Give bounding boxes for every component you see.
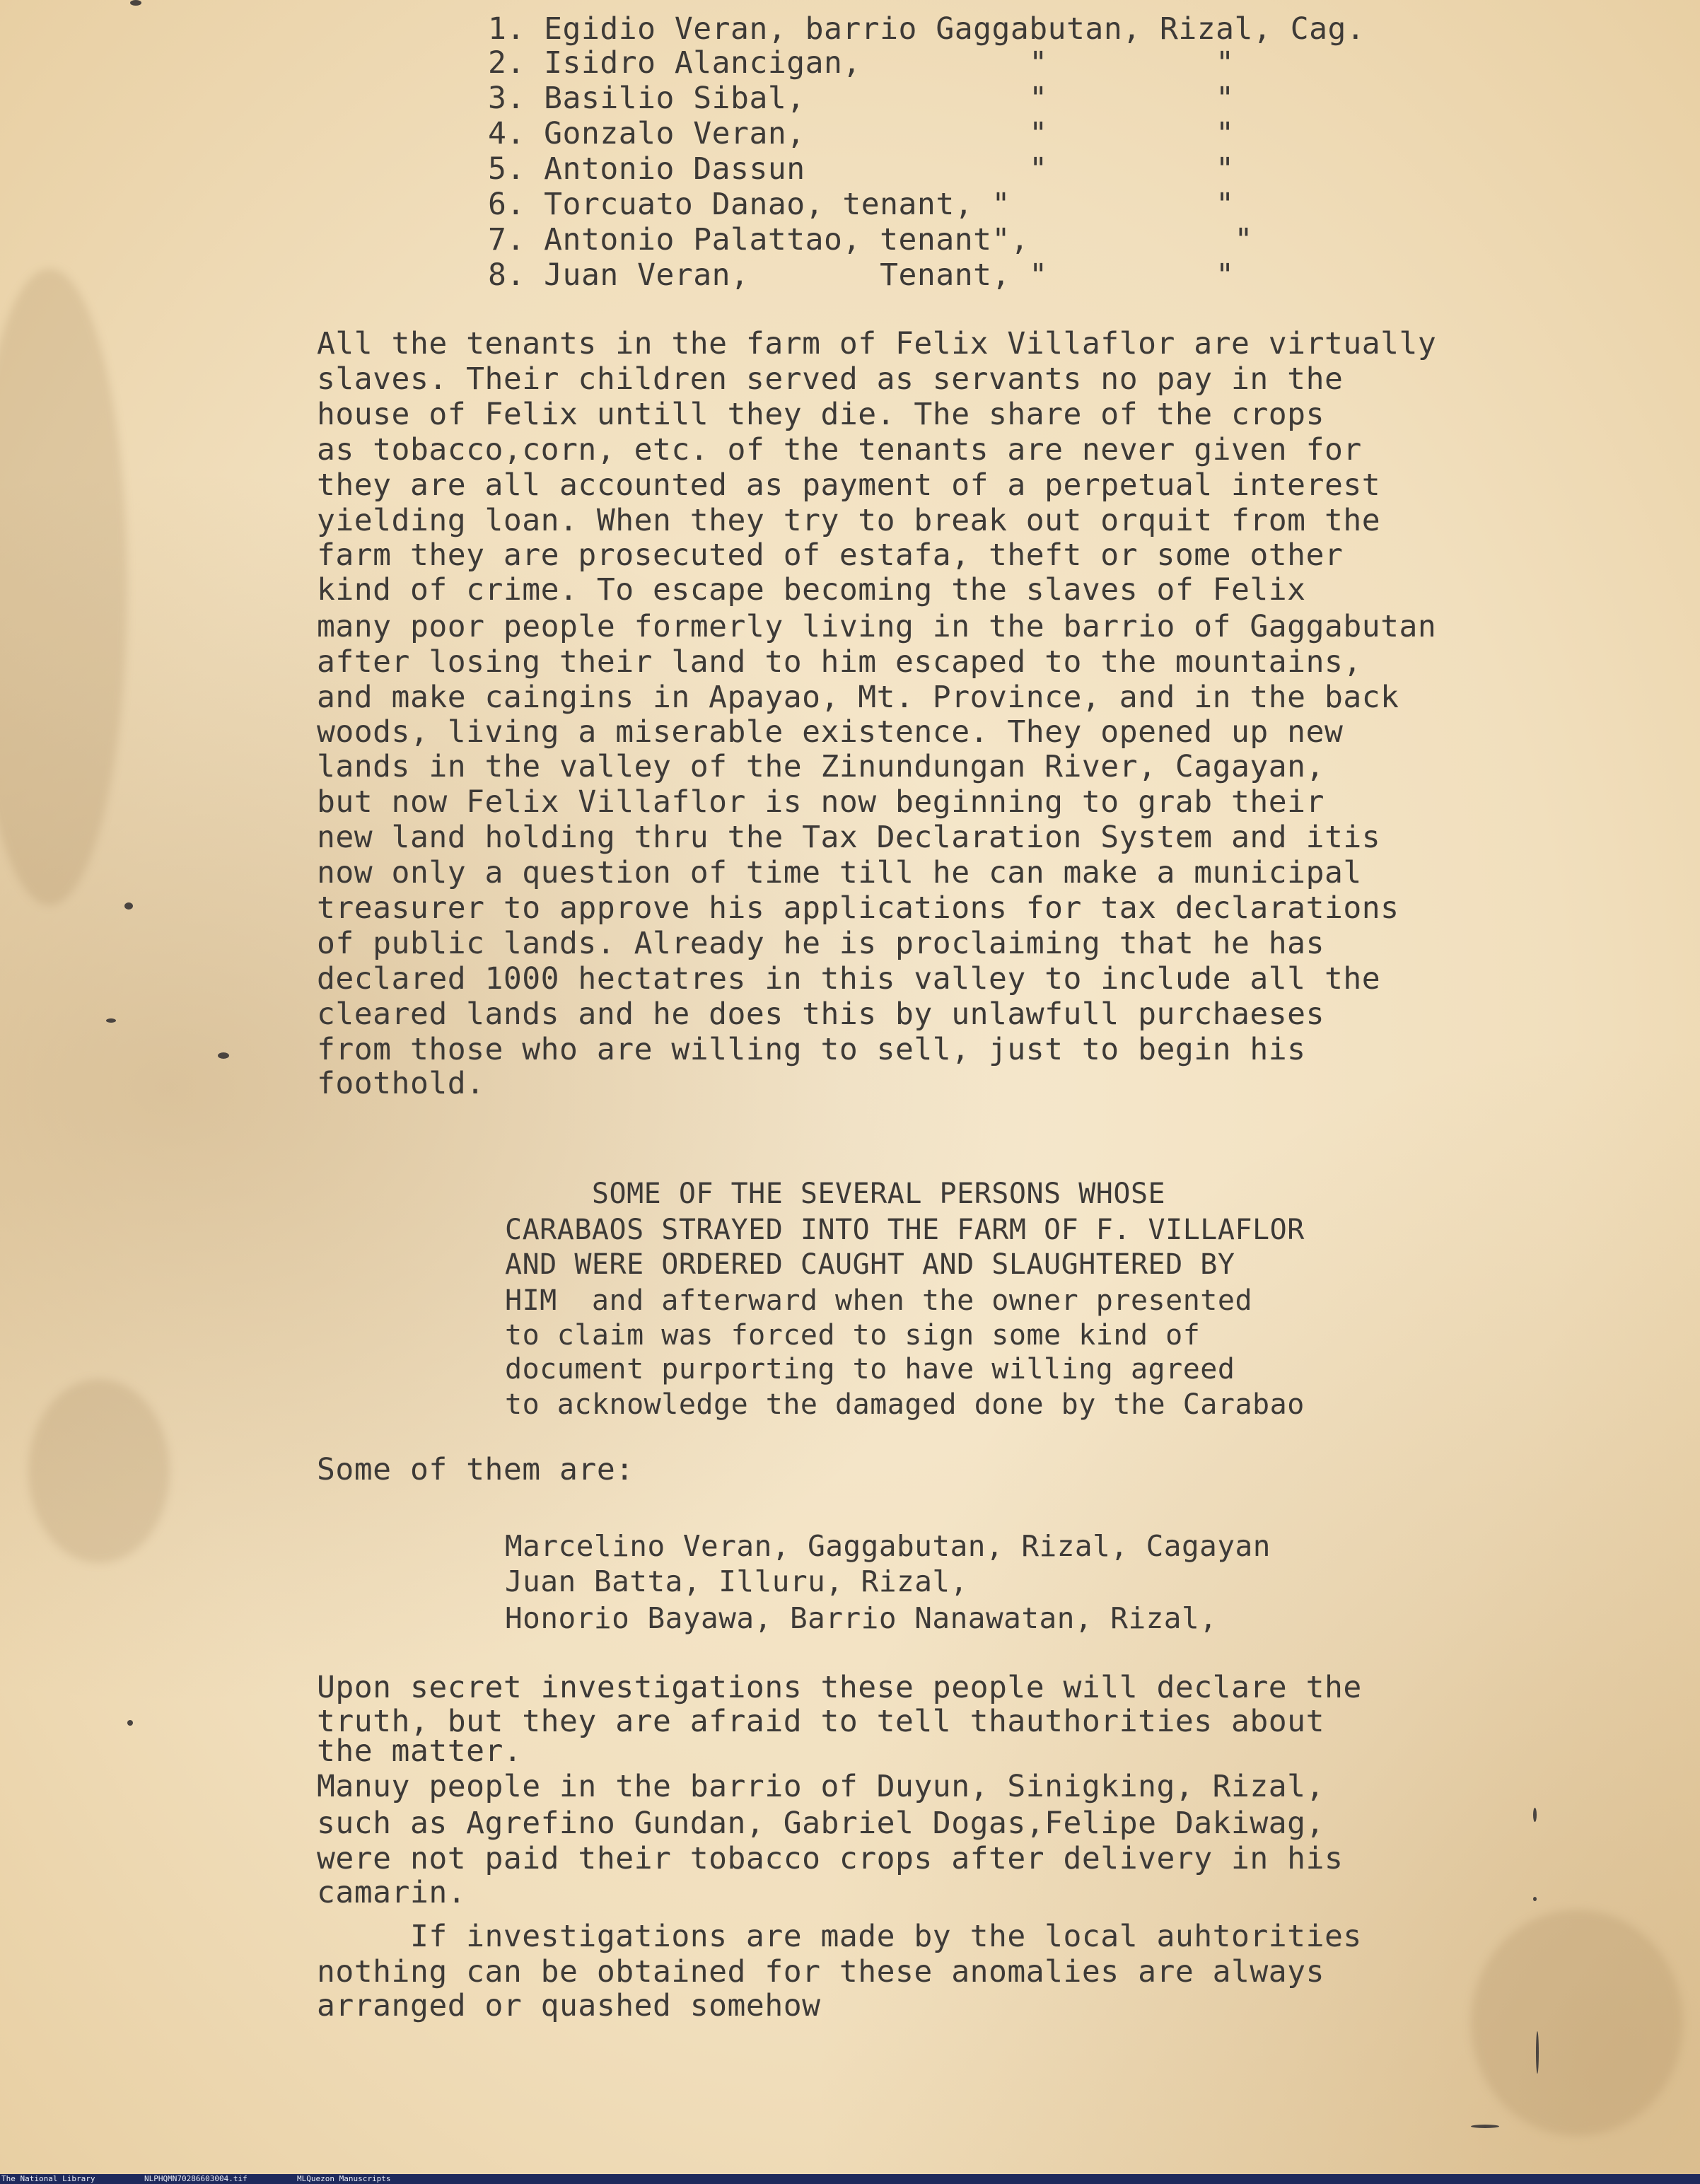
text-line: declared 1000 hectatres in this valley to include all the <box>317 961 1381 997</box>
list-text: Egidio Veran, barrio Gaggabutan, Rizal, Cag. <box>544 11 1366 47</box>
list-text: Isidro Alancigan, " " <box>544 45 1235 81</box>
text-line: were not paid their tobacco crops after delivery in his <box>317 1841 1344 1876</box>
text-line: the matter. <box>317 1733 523 1769</box>
list-text: Antonio Dassun " " <box>544 151 1235 187</box>
text-line: from those who are willing to sell, just to begin his <box>317 1032 1306 1067</box>
list-item <box>488 151 1235 187</box>
scan-footer-bar <box>0 2174 1700 2184</box>
text-line: yielding loan. When they try to break out orquit from the <box>317 503 1381 538</box>
text-line: camarin. <box>317 1875 467 1910</box>
text-line: such as Agrefino Gundan, Gabriel Dogas,Felipe Dakiwag, <box>317 1806 1325 1841</box>
text-line: foothold. <box>317 1066 485 1101</box>
text-line: house of Felix untill they die. The share of the crops <box>317 397 1325 432</box>
list-number: 1. <box>488 11 525 47</box>
some-of-them-label: Some of them are: <box>317 1452 634 1487</box>
list-text: Juan Veran, Tenant, " " <box>544 257 1235 293</box>
text-line: they are all accounted as payment of a perpetual interest <box>317 467 1381 503</box>
paper-speck <box>1471 2125 1499 2128</box>
list-item <box>488 45 1235 81</box>
footer-collection: MLQuezon Manuscripts <box>297 2174 391 2183</box>
list-number: 3. <box>488 81 525 116</box>
list-item <box>488 116 1235 151</box>
list-item <box>488 81 1235 116</box>
paper-stain <box>0 269 127 905</box>
text-line: All the tenants in the farm of Felix Villaflor are virtually <box>317 326 1437 361</box>
list-item <box>488 11 1365 47</box>
list-text: Basilio Sibal, " " <box>544 81 1235 116</box>
paper-speck <box>1533 1897 1537 1901</box>
paper-speck <box>124 902 133 910</box>
list-number: 8. <box>488 257 525 293</box>
text-line: of public lands. Already he is proclaiming that he has <box>317 926 1325 961</box>
paper-speck <box>127 1720 133 1726</box>
text-line: arranged or quashed somehow <box>317 1988 821 2023</box>
text-line: nothing can be obtained for these anomalies are always <box>317 1954 1325 1990</box>
heading-line: document purporting to have willing agreed <box>505 1353 1235 1386</box>
heading-line: CARABAOS STRAYED INTO THE FARM OF F. VILLAFLOR <box>505 1214 1305 1246</box>
heading-line: to acknowledge the damaged done by the Carabao <box>505 1388 1305 1421</box>
list-text: Torcuato Danao, tenant, " " <box>544 187 1235 222</box>
text-line: lands in the valley of the Zinundungan River, Cagayan, <box>317 749 1325 784</box>
text-line: If investigations are made by the local auhtorities <box>317 1919 1362 1954</box>
list-item: Marcelino Veran, Gaggabutan, Rizal, Cagayan <box>505 1529 1271 1563</box>
text-line: farm they are prosecuted of estafa, theft or some other <box>317 538 1344 573</box>
list-item <box>488 222 1253 257</box>
text-line: as tobacco,corn, etc. of the tenants are never given for <box>317 432 1362 467</box>
paper-speck <box>1533 1808 1537 1822</box>
text-line: but now Felix Villaflor is now beginning to grab their <box>317 784 1325 820</box>
text-line: cleared lands and he does this by unlawfull purchaeses <box>317 997 1325 1032</box>
text-line: and make caingins in Apayao, Mt. Province, and in the back <box>317 680 1399 715</box>
text-line: now only a question of time till he can make a municipal <box>317 855 1362 890</box>
text-line: new land holding thru the Tax Declaration System and itis <box>317 820 1381 855</box>
text-line: many poor people formerly living in the barrio of Gaggabutan <box>317 609 1437 644</box>
heading-line: HIM and afterward when the owner presented <box>505 1284 1253 1317</box>
text-line: truth, but they are afraid to tell thauthorities about <box>317 1704 1325 1739</box>
list-text: Antonio Palattao, tenant", " <box>544 222 1253 257</box>
list-item <box>488 187 1235 222</box>
text-line: Manuy people in the barrio of Duyun, Sinigking, Rizal, <box>317 1769 1325 1804</box>
list-text: Gonzalo Veran, " " <box>544 116 1235 151</box>
paper-stain <box>1471 1910 1683 2136</box>
list-number: 4. <box>488 116 525 151</box>
list-item: Juan Batta, Illuru, Rizal, <box>505 1564 968 1598</box>
text-line: slaves. Their children served as servants no pay in the <box>317 361 1344 397</box>
heading-line: to claim was forced to sign some kind of <box>505 1319 1201 1352</box>
paper-speck <box>218 1052 229 1059</box>
text-line: kind of crime. To escape becoming the slaves of Felix <box>317 572 1306 608</box>
list-number: 7. <box>488 222 525 257</box>
text-line: after losing their land to him escaped to the mountains, <box>317 644 1362 680</box>
text-line: treasurer to approve his applications for tax declarations <box>317 890 1399 926</box>
list-item <box>488 257 1235 293</box>
heading-line: AND WERE ORDERED CAUGHT AND SLAUGHTERED BY <box>505 1248 1235 1281</box>
paper-stain <box>28 1379 170 1563</box>
list-number: 2. <box>488 45 525 81</box>
list-number: 5. <box>488 151 525 187</box>
list-item: Honorio Bayawa, Barrio Nanawatan, Rizal, <box>505 1601 1218 1635</box>
list-number: 6. <box>488 187 525 222</box>
paper-speck <box>1536 2031 1539 2074</box>
text-line: Upon secret investigations these people will declare the <box>317 1670 1362 1705</box>
footer-file-id: NLPHQMN70286603004.tif <box>144 2174 248 2183</box>
paper-speck <box>106 1018 116 1023</box>
heading-line: SOME OF THE SEVERAL PERSONS WHOSE <box>505 1178 1166 1210</box>
footer-library: The National Library <box>1 2174 95 2183</box>
paper-speck <box>130 0 141 6</box>
text-line: woods, living a miserable existence. They opened up new <box>317 714 1344 750</box>
